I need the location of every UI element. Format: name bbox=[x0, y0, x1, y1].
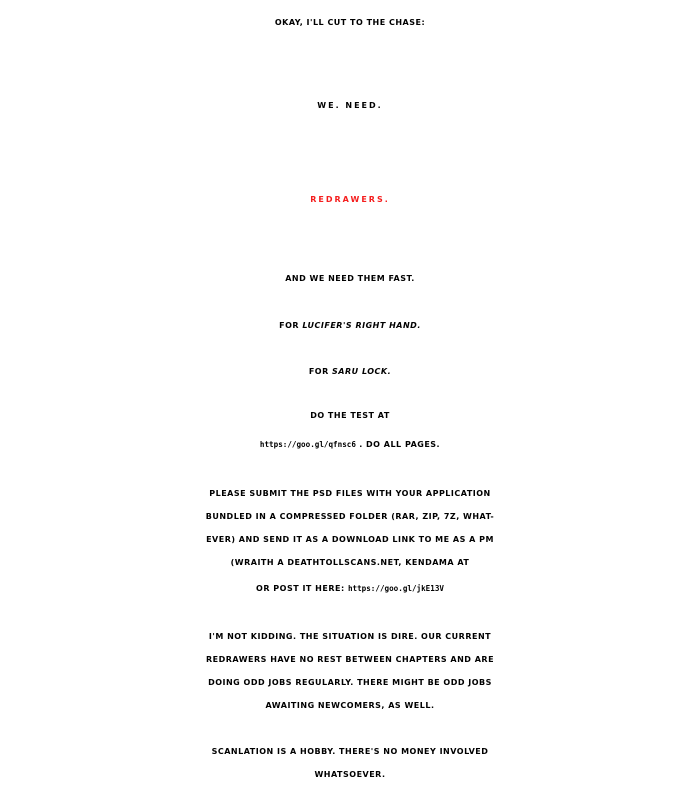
dire-line-4: AWAITING NEWCOMERS, AS WELL. bbox=[265, 701, 435, 710]
project-line-2 bbox=[0, 361, 700, 383]
project-lucifers-right-hand: LUCIFER'S RIGHT HAND. bbox=[302, 321, 421, 330]
submit-line-1: PLEASE SUBMIT THE PSD FILES WITH YOUR APPLICATION bbox=[209, 489, 491, 498]
headline-we-need: WE. NEED. bbox=[317, 101, 383, 110]
test-url[interactable]: https://goo.gl/qfnsc6 bbox=[259, 440, 356, 449]
headline-redrawers: REDRAWERS. bbox=[310, 195, 390, 204]
need-fast-text: AND WE NEED THEM FAST. bbox=[285, 274, 415, 283]
hobby-line-2: WHATSOEVER. bbox=[314, 770, 386, 779]
test-url-suffix: . DO ALL PAGES. bbox=[359, 440, 441, 449]
test-url-line bbox=[0, 434, 700, 456]
test-instruction: DO THE TEST AT bbox=[310, 411, 390, 420]
submit-line-4: (WRAITH A DEATHTOLLSCANS.NET, KENDAMA AT bbox=[230, 558, 470, 567]
post-line bbox=[0, 578, 700, 600]
project-saru-lock: SARU LOCK. bbox=[332, 367, 392, 376]
hobby-line-1: SCANLATION IS A HOBBY. THERE'S NO MONEY INVOLVED bbox=[211, 747, 489, 756]
submit-line-2: BUNDLED IN A COMPRESSED FOLDER (RAR, ZIP, 7Z, WHAT- bbox=[205, 512, 495, 521]
for-prefix: FOR bbox=[308, 367, 329, 376]
dire-line-3: DOING ODD JOBS REGULARLY. THERE MIGHT BE ODD JOBS bbox=[208, 678, 492, 687]
submit-line-3: EVER) AND SEND IT AS A DOWNLOAD LINK TO ME AS A PM bbox=[206, 535, 494, 544]
for-prefix: FOR bbox=[279, 321, 300, 330]
dire-line-2: REDRAWERS HAVE NO REST BETWEEN CHAPTERS AND ARE bbox=[205, 655, 495, 664]
project-line-1 bbox=[0, 315, 700, 337]
intro-text: OKAY, I'LL CUT TO THE CHASE: bbox=[274, 18, 426, 27]
post-prefix: OR POST IT HERE: bbox=[256, 584, 345, 593]
dire-line-1: I'M NOT KIDDING. THE SITUATION IS DIRE. OUR CURRENT bbox=[208, 632, 492, 641]
post-url[interactable]: https://goo.gl/jkE13V bbox=[347, 584, 444, 593]
